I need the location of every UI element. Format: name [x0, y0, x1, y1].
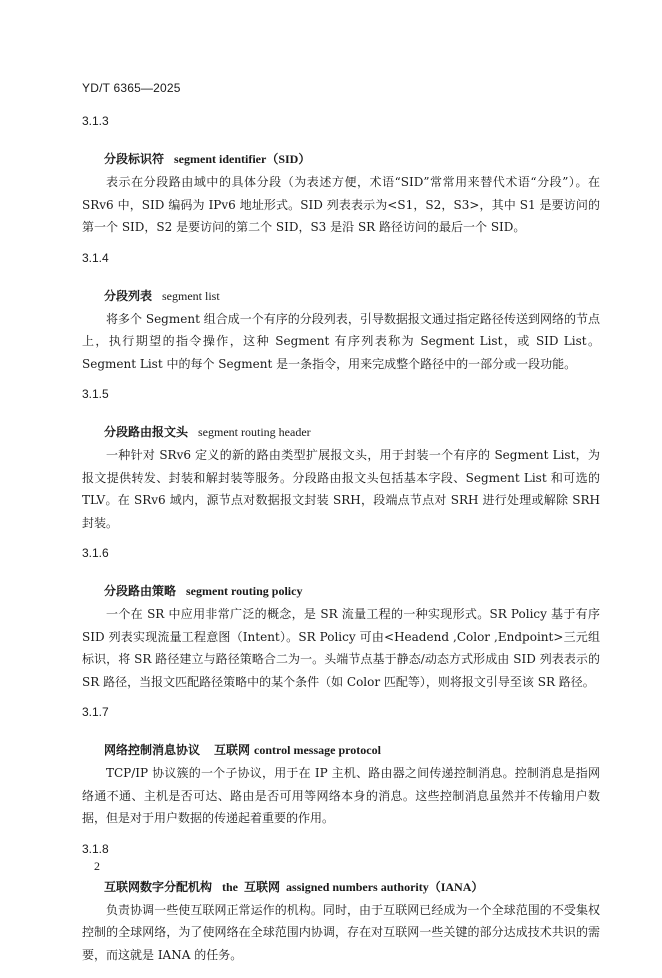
terms-section — [82, 114, 600, 978]
term-zh: 互联网数字分配机构 — [104, 879, 213, 894]
term-definition: 将多个 Segment 组合成一个有序的分段列表，引导数据报文通过指定路径传送到网络的节点上，执行期望的指令操作，这种 Segment 有序列表称为 Segment List，或 SID List。Segment List 中的每个 Segment 是一条指令，用来完成整个路径中的一部分或一段功能。 — [82, 311, 600, 371]
term-definition: TCP/IP 协议簇的一个子协议，用于在 IP 主机、路由器之间传递控制消息。控制消息是指网络通不通、主机是否可达、路由是否可用等网络本身的消息。这些控制消息虽然并不传输用户数据，但是对于用户数据的传递起着重要的作用。 — [82, 766, 600, 825]
term-title — [82, 151, 600, 167]
term-entry-3-1-7 — [82, 705, 600, 830]
term-definition: 负责协调一些使互联网正常运作的机构。同时，由于互联网已经成为一个全球范围的不受集权控制的全球网络，为了使网络在全球范围内协调，存在对互联网一些关键的部分达成技术共识的需要，而这就是 IANA 的任务。 — [82, 902, 600, 962]
clause-number: 3.1.7 — [82, 705, 109, 719]
term-en-prefix: the — [222, 879, 239, 894]
term-zh: 分段标识符 — [104, 152, 165, 166]
term-en: segment routing header — [198, 425, 311, 439]
clause-number: 3.1.8 — [82, 841, 109, 856]
term-zh-inline: 互联网 — [244, 879, 281, 894]
clause-number: 3.1.3 — [82, 114, 109, 128]
clause-number: 3.1.5 — [82, 387, 109, 401]
term-title — [82, 288, 600, 304]
term-zh: 网络控制消息协议 — [104, 743, 201, 757]
term-entry-3-1-3 — [82, 114, 600, 239]
term-en: control message protocol — [254, 743, 381, 757]
term-en: segment list — [162, 288, 220, 303]
term-title — [82, 424, 600, 440]
term-en: assigned numbers authority（IANA） — [286, 879, 484, 894]
clause-number: 3.1.6 — [82, 546, 109, 560]
term-en: segment identifier（SID） — [174, 152, 311, 166]
term-entry-3-1-5 — [82, 387, 600, 534]
term-definition: 一个在 SR 中应用非常广泛的概念，是 SR 流量工程的一种实现形式。SR Policy 基于有序 SID 列表实现流量工程意图（Intent）。SR Policy 可由<Headend ,Color ,Endpoint>三元组标识，将 SR 路径建立与路径策略合二为一。头端节点基于静态/动态方式形成由 SID 列表表示的 SR 路径，当报文匹配路径策略中的某个条件（如 Color 匹配等），则将报文引导至该 SR 路径。 — [82, 607, 600, 689]
term-title — [82, 879, 600, 895]
term-entry-3-1-6 — [82, 546, 600, 693]
term-zh: 分段列表 — [104, 288, 153, 303]
term-en: segment routing policy — [186, 584, 303, 598]
term-title — [82, 742, 600, 758]
term-entry-3-1-4 — [82, 251, 600, 376]
term-zh: 分段路由报文头 — [104, 425, 189, 439]
document-id-header: YD/T 6365—2025 — [82, 81, 181, 95]
term-title — [82, 583, 600, 599]
clause-number: 3.1.4 — [82, 250, 109, 265]
term-zh-inline: 互联网 — [214, 743, 251, 757]
term-definition: 一种针对 SRv6 定义的新的路由类型扩展报文头，用于封装一个有序的 Segment List，为报文提供转发、封装和解封装等服务。分段路由报文头包括基本字段、Segment List 和可选的 TLV。在 SRv6 域内，源节点对数据报文封装 SRH，段端点节点对 SRH 进行处理或解除 SRH 封装。 — [82, 448, 600, 530]
term-zh: 分段路由策略 — [104, 584, 177, 598]
page-number: 2 — [94, 859, 100, 873]
term-entry-3-1-8 — [82, 842, 600, 967]
term-definition: 表示在分段路由域中的具体分段（为表述方便，术语“SID”常常用来替代术语“分段”）。在 SRv6 中，SID 编码为 IPv6 地址形式。SID 列表表示为<S1，S2，S3>，其中 S1 是要访问的第一个 SID，S2 是要访问的第二个 SID，S3 是沿 SR 路径访问的最后一个 SID。 — [82, 175, 600, 234]
